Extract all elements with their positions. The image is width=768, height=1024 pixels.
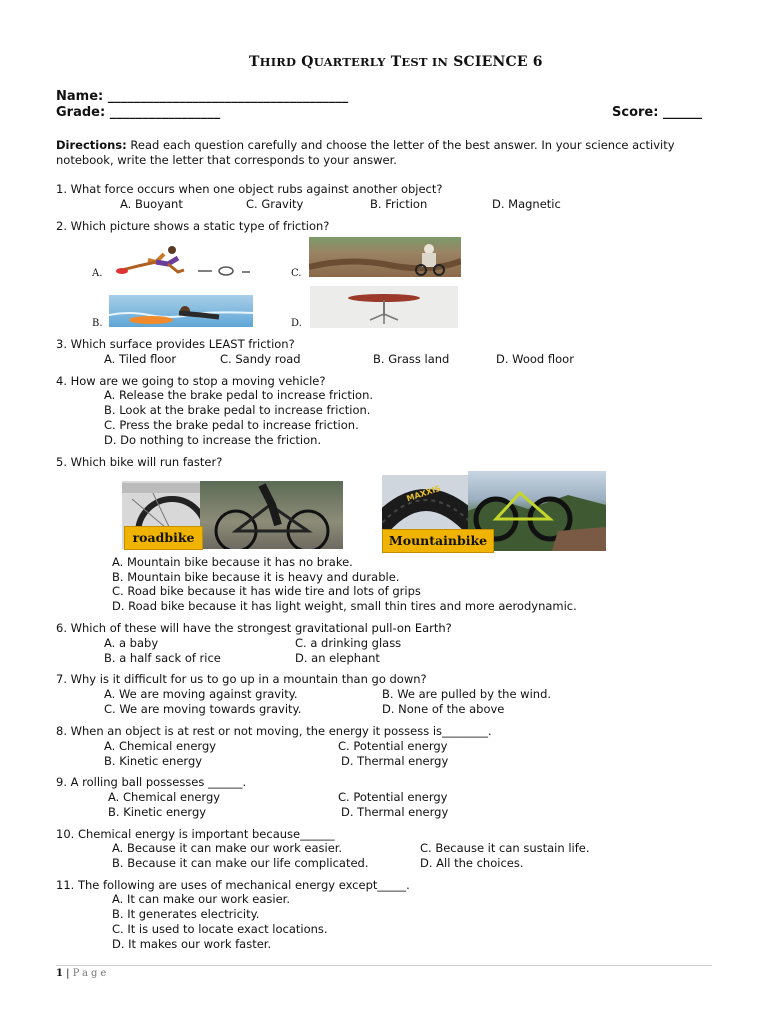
q11-choice-a: A. It can make our work easier.: [112, 892, 290, 906]
question-1-stem: 1. What force occurs when one object rubs against another object?: [56, 182, 443, 196]
directions-text: Read each question carefully and choose the letter of the best answer. In your science activity notebook, write the letter that corresponds to your answer.: [56, 138, 675, 167]
q11-choice-c: C. It is used to locate exact locations.: [112, 922, 328, 936]
q2-letter-a: A.: [92, 268, 103, 279]
q6-choice-a: A. a baby: [104, 636, 159, 650]
score-label: Score:: [612, 105, 659, 120]
muddy-road-biker-image: [309, 237, 461, 277]
q3-choice-c: C. Sandy road: [220, 352, 301, 366]
running-person-image: [108, 244, 258, 280]
q3-choice-d: D. Wood floor: [496, 352, 574, 366]
q5-choice-d: D. Road bike because it has light weight, small thin tires and more aerodynamic.: [112, 599, 577, 613]
q5-choice-c: C. Road bike because it has wide tire and lots of grips: [112, 584, 421, 598]
name-field: [56, 89, 348, 104]
score-line: ______: [662, 105, 702, 120]
roadbike-label: roadbike: [124, 526, 203, 550]
q2-letter-d: D.: [291, 318, 302, 329]
q3-choice-b: B. Grass land: [373, 352, 450, 366]
q9-choice-b: B. Kinetic energy: [108, 805, 207, 819]
q8-choice-a: A. Chemical energy: [104, 739, 217, 753]
q5-choice-b: B. Mountain bike because it is heavy and durable.: [112, 570, 400, 584]
question-4-stem: 4. How are we going to stop a moving vehicle?: [56, 374, 326, 388]
q1-choice-d: D. Magnetic: [492, 197, 561, 211]
q10-choice-b: B. Because it can make our life complicated.: [112, 856, 369, 870]
q2-letter-b: B.: [92, 318, 103, 329]
q6-choice-d: D. an elephant: [295, 651, 380, 665]
q8-choice-d: D. Thermal energy: [341, 754, 449, 768]
q9-choice-c: C. Potential energy: [338, 790, 448, 804]
q7-choice-d: D. None of the above: [382, 702, 505, 716]
question-8-stem: 8. When an object is at rest or not moving, the energy it possess is________.: [56, 724, 492, 738]
q6-choice-c: C. a drinking glass: [295, 636, 402, 650]
q1-choice-a: A. Buoyant: [120, 197, 183, 211]
q2-letter-c: C.: [291, 268, 302, 279]
page-word: Page: [72, 968, 110, 979]
q1-choice-b: B. Friction: [370, 197, 428, 211]
question-7-stem: 7. Why is it difficult for us to go up in a mountain than go down?: [56, 672, 427, 686]
q9-choice-a: A. Chemical energy: [108, 790, 221, 804]
question-10-stem: 10. Chemical energy is important because______: [56, 827, 335, 841]
question-11-stem: 11. The following are uses of mechanical energy except_____.: [56, 878, 410, 892]
page-footer: [56, 968, 109, 979]
q9-choice-d: D. Thermal energy: [341, 805, 449, 819]
round-table-image: [310, 286, 458, 328]
question-6-stem: 6. Which of these will have the strongest gravitational pull-on Earth?: [56, 621, 452, 635]
q4-choice-b: B. Look at the brake pedal to increase friction.: [104, 403, 371, 417]
grade-label: Grade:: [56, 105, 106, 120]
directions-label: Directions:: [56, 138, 127, 152]
question-5-stem: 5. Which bike will run faster?: [56, 455, 223, 469]
name-line: _____________________________________: [107, 89, 349, 104]
page-number: 1: [56, 968, 63, 979]
question-2-stem: 2. Which picture shows a static type of friction?: [56, 219, 330, 233]
q10-choice-d: D. All the choices.: [420, 856, 524, 870]
mountainbike-label: Mountainbike: [382, 529, 494, 553]
q5-choice-a: A. Mountain bike because it has no brake.: [112, 555, 353, 569]
name-label: Name:: [56, 89, 104, 104]
score-field: [612, 105, 702, 120]
q4-choice-d: D. Do nothing to increase the friction.: [104, 433, 322, 447]
road-bike-rider-image: [200, 481, 343, 549]
grade-field: [56, 105, 220, 120]
q10-choice-c: C. Because it can sustain life.: [420, 841, 590, 855]
q7-choice-c: C. We are moving towards gravity.: [104, 702, 302, 716]
directions: [56, 138, 716, 168]
page-title: THIRD QUARTERLY TEST IN SCIENCE 6: [249, 54, 543, 70]
grade-line: _________________: [109, 105, 221, 120]
tire-brand-text: MAXXIS: [405, 483, 442, 504]
q11-choice-d: D. It makes our work faster.: [112, 937, 272, 951]
q4-choice-c: C. Press the brake pedal to increase friction.: [104, 418, 359, 432]
question-9-stem: 9. A rolling ball possesses ______.: [56, 775, 247, 789]
q8-choice-b: B. Kinetic energy: [104, 754, 203, 768]
footer-rule: [56, 965, 712, 966]
q7-choice-a: A. We are moving against gravity.: [104, 687, 298, 701]
q10-choice-a: A. Because it can make our work easier.: [112, 841, 343, 855]
q7-choice-b: B. We are pulled by the wind.: [382, 687, 552, 701]
footer-separator: |: [62, 968, 73, 979]
q1-choice-c: C. Gravity: [246, 197, 304, 211]
q11-choice-b: B. It generates electricity.: [112, 907, 260, 921]
swimmer-image: [109, 295, 253, 327]
q4-choice-a: A. Release the brake pedal to increase friction.: [104, 388, 374, 402]
q3-choice-a: A. Tiled floor: [104, 352, 177, 366]
q8-choice-c: C. Potential energy: [338, 739, 448, 753]
question-3-stem: 3. Which surface provides LEAST friction?: [56, 337, 295, 351]
q6-choice-b: B. a half sack of rice: [104, 651, 221, 665]
